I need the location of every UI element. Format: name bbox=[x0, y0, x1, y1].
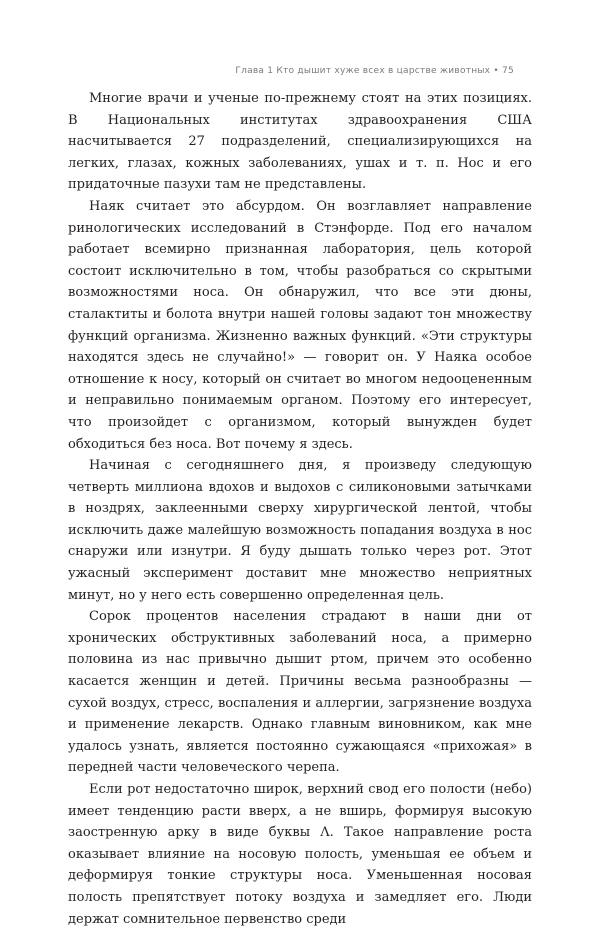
paragraph-2: Наяк считает это абсурдом. Он возглавляет направление ринологических исследований в Стэнфорде. Под его началом работает всемирно признанная лаборатория, цель которой состоит исключительно в том, чтобы разобраться со скрытыми возможностями носа. Он обнаружил, что все эти дюны, сталактиты и болота внутри нашей головы задают тон множеству функций организма. Жизненно важных функций. «Эти структуры находятся здесь не случайно!» — говорит он. У Наяка особое отношение к носу, который он считает во многом недооцененным и неправильно понимаемым органом. Поэтому его интересует, что произойдет с организмом, который вынужден будет обходиться без носа. Вот почему я здесь. bbox=[68, 198, 532, 452]
paragraph-4: Сорок процентов населения страдают в наши дни от хронических обструктивных заболеваний носа, а примерно половина из нас привычно дышит ртом, причем это особенно касается женщин и детей. Причины весьма разнообразны — сухой воздух, стресс, воспаления и аллергии, загрязнение воздуха и применение лекарств. Однако главным виновником, как мне удалось узнать, является постоянно сужающаяся «прихожая» в передней части человеческого черепа. bbox=[68, 609, 532, 776]
body-text bbox=[68, 88, 532, 930]
paragraph-1: Многие врачи и ученые по-прежнему стоят на этих позициях. В Национальных институтах здравоохранения США насчитывается 27 подразделений, специализирующихся на легких, глазах, кожных заболеваниях, ушах и т. п. Нос и его придаточные пазухи там не представлены. bbox=[68, 91, 532, 193]
running-head: Глава 1 Кто дышит хуже всех в царстве животных • 75 bbox=[235, 66, 514, 76]
paragraph-3: Начиная с сегодняшнего дня, я произведу следующую четверть миллиона вдохов и выдохов с силиконовыми затычками в ноздрях, заклеенными сверху хирургической лентой, чтобы исключить даже малейшую возможность попадания воздуха в нос снаружи или изнутри. Я буду дышать только через рот. Этот ужасный эксперимент доставит мне множество неприятных минут, но у него есть совершенно определенная цель. bbox=[68, 458, 532, 603]
paragraph-5: Если рот недостаточно широк, верхний свод его полости (небо) имеет тенденцию расти вверх, а не вширь, формируя высокую заостренную арку в виде буквы Λ. Такое направление роста оказывает влияние на носовую полость, уменьшая ее объем и деформируя тонкие структуры носа. Уменьшенная носовая полость препятствует потоку воздуха и замедляет его. Люди держат сомнительное первенство среди bbox=[68, 782, 532, 927]
